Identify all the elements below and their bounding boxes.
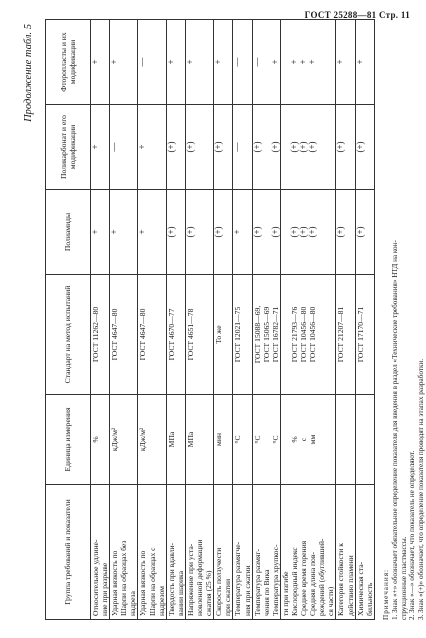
- cell-line: надрезом: [156, 586, 166, 616]
- table-row: [252, 20, 280, 620]
- table-row: [166, 20, 185, 620]
- indicator-cell: [252, 485, 280, 620]
- cell-line: +: [90, 59, 100, 65]
- cell-line: (+): [184, 226, 195, 238]
- cell-line: ГОСТ 4647—80: [110, 308, 120, 361]
- indicator-cell: [138, 485, 166, 620]
- cell-line: чения по Вика: [261, 569, 271, 616]
- fluoroplastics-cell: [166, 20, 185, 105]
- unit-cell: [138, 395, 166, 485]
- unit-cell: [91, 395, 110, 485]
- polyamides-cell: [214, 190, 233, 275]
- cell-line: %: [289, 436, 299, 443]
- cell-line: Относительное удлине-: [91, 539, 100, 616]
- cell-line: [317, 398, 326, 481]
- fluoroplastics-cell: [336, 20, 355, 105]
- cell-line: Напряжение при устa-: [185, 543, 195, 616]
- standard-cell: [355, 275, 374, 395]
- cell-line: бильность: [364, 582, 374, 616]
- cell-line: [317, 23, 326, 101]
- page-number-header: ГОСТ 25288—81 Стр. 11: [304, 10, 410, 20]
- cell-line: (+): [251, 226, 262, 238]
- cell-line: —: [109, 142, 120, 152]
- cell-line: [326, 278, 335, 391]
- cell-line: ГОСТ 15088—69,: [252, 305, 262, 364]
- cell-line: +: [298, 59, 309, 65]
- polyamides-cell: [280, 190, 336, 275]
- cell-line: °С: [252, 435, 262, 444]
- column-header: Фторопласты и их модификации: [46, 20, 91, 105]
- cell-line: кДж/м²: [138, 427, 148, 452]
- cell-line: ГОСТ 15065—69: [261, 306, 271, 363]
- cell-line: —: [232, 57, 243, 67]
- requirements-table: [45, 19, 375, 620]
- cell-line: +: [335, 59, 346, 65]
- cell-line: действию пламени: [345, 555, 355, 616]
- cell-line: +: [213, 59, 224, 65]
- fluoroplastics-cell: [355, 20, 374, 105]
- standard-cell: [233, 275, 252, 395]
- column-header: Поликарбонат и его модификации: [46, 105, 91, 190]
- cell-line: [281, 278, 290, 391]
- column-header: Единица измерения: [46, 395, 91, 485]
- continuation-label: Продолжение табл. 5: [23, 24, 34, 122]
- cell-line: реждений (обуглившей-: [317, 538, 327, 616]
- note-line: 1. Знак «+» обозначает обязательное определение показателя для введения в раздел «Технические требования» НТД на кон-: [390, 240, 399, 620]
- cell-line: %: [91, 436, 100, 443]
- cell-line: (+): [335, 141, 346, 153]
- cell-line: вании шарика: [175, 571, 185, 616]
- cell-line: (+): [298, 226, 309, 238]
- polycarbonate-cell: [355, 105, 374, 190]
- indicator-cell: [110, 485, 138, 620]
- indicator-cell: [336, 485, 355, 620]
- standard-cell: [280, 275, 336, 395]
- cell-line: (+): [213, 141, 224, 153]
- standard-cell: [252, 275, 280, 395]
- cell-line: +: [184, 59, 195, 65]
- table-row: [233, 20, 252, 620]
- cell-line: Шарпи на образцах с: [147, 547, 157, 616]
- cell-line: ся части): [326, 586, 336, 616]
- standard-cell: [214, 275, 233, 395]
- table-row: [110, 20, 138, 620]
- cell-line: с: [299, 437, 309, 442]
- cell-line: +: [269, 59, 280, 65]
- cell-line: Категория стойкости к: [336, 543, 346, 616]
- cell-line: Среднее время горения: [299, 540, 309, 616]
- indicator-cell: [214, 485, 233, 620]
- cell-line: Твердость при вдавли-: [166, 542, 176, 616]
- cell-line: То же: [214, 325, 224, 344]
- note-line: 2. Знак «—» обозначает, что показатель не определяют.: [408, 450, 417, 620]
- polycarbonate-cell: [252, 105, 280, 190]
- cell-line: +: [109, 229, 120, 235]
- cell-line: Скорость ползучести: [214, 547, 224, 616]
- unit-cell: [355, 395, 374, 485]
- cell-line: ГОСТ 10456—80: [308, 306, 318, 363]
- fluoroplastics-cell: [280, 20, 336, 105]
- cell-line: +: [354, 59, 365, 65]
- column-header: Стандарт на метод испытаний: [46, 275, 91, 395]
- cell-line: [262, 398, 271, 481]
- polycarbonate-cell: [166, 105, 185, 190]
- cell-line: [281, 398, 290, 481]
- indicator-cell: [166, 485, 185, 620]
- cell-line: (+): [269, 141, 280, 153]
- fluoroplastics-cell: [91, 20, 110, 105]
- cell-line: ГОСТ 11262—80: [91, 306, 100, 363]
- cell-line: (+): [307, 141, 318, 153]
- cell-line: МПа: [166, 431, 176, 448]
- polyamides-cell: [110, 190, 138, 275]
- cell-line: ГОСТ 21793—76: [289, 306, 299, 363]
- table-row: [355, 20, 374, 620]
- indicator-cell: [91, 485, 110, 620]
- unit-cell: [252, 395, 280, 485]
- cell-line: ГОСТ 4670—77: [166, 308, 176, 361]
- cell-line: (+): [298, 141, 309, 153]
- cell-line: ГОСТ 12021—75: [233, 306, 243, 363]
- note-line: струкционные пластмассы.: [399, 536, 408, 620]
- cell-line: [317, 193, 326, 271]
- standard-cell: [91, 275, 110, 395]
- cell-line: +: [90, 144, 100, 150]
- fluoroplastics-cell: [214, 20, 233, 105]
- fluoroplastics-cell: [233, 20, 252, 105]
- cell-line: ГОСТ 10456—80: [299, 306, 309, 363]
- polycarbonate-cell: [91, 105, 110, 190]
- polycarbonate-cell: [110, 105, 138, 190]
- unit-cell: [185, 395, 213, 485]
- cell-line: [356, 398, 365, 481]
- indicator-cell: [355, 485, 374, 620]
- standard-cell: [185, 275, 213, 395]
- cell-line: Температура размяг-: [252, 548, 262, 616]
- cell-line: Шарпи на образцах без: [119, 540, 129, 616]
- polyamides-cell: [252, 190, 280, 275]
- cell-line: при сжатии: [223, 578, 233, 616]
- cell-line: Температура размягче-: [233, 541, 243, 616]
- unit-cell: [166, 395, 185, 485]
- cell-line: кДж/м²: [110, 427, 120, 452]
- table-header-row: [46, 20, 91, 620]
- note-line: 3. Знак «(+)» обозначает, что определение показателя проводят на этапах разработки.: [417, 358, 426, 620]
- cell-line: мм: [308, 434, 318, 445]
- cell-line: +: [109, 59, 120, 65]
- indicator-cell: [280, 485, 336, 620]
- table-row: [280, 20, 336, 620]
- cell-line: +: [288, 59, 299, 65]
- column-header: Полиамиды: [46, 190, 91, 275]
- cell-line: ти при изгибе: [280, 571, 290, 616]
- cell-line: (+): [165, 141, 176, 153]
- table-row: [185, 20, 213, 620]
- table-row: [336, 20, 355, 620]
- polyamides-cell: [138, 190, 166, 275]
- table-row: [91, 20, 110, 620]
- polycarbonate-cell: [280, 105, 336, 190]
- notes-block: [382, 20, 426, 620]
- indicator-cell: [185, 485, 213, 620]
- cell-line: сжатия (25 %): [204, 570, 214, 616]
- standard-cell: [110, 275, 138, 395]
- cell-line: —: [251, 57, 262, 67]
- notes-heading: Примечания:: [382, 569, 390, 620]
- fluoroplastics-cell: [185, 20, 213, 105]
- cell-line: [317, 108, 326, 186]
- table-body: [91, 20, 375, 620]
- polycarbonate-cell: [233, 105, 252, 190]
- indicator-cell: [233, 485, 252, 620]
- cell-line: (+): [307, 226, 318, 238]
- polyamides-cell: [336, 190, 355, 275]
- cell-line: —: [232, 142, 243, 152]
- cell-line: Химическая ста-: [355, 561, 365, 616]
- unit-cell: [110, 395, 138, 485]
- standard-cell: [138, 275, 166, 395]
- cell-line: +: [232, 229, 243, 235]
- cell-line: (+): [288, 226, 299, 238]
- column-header: Группа требований и показатели: [46, 485, 91, 620]
- unit-cell: [233, 395, 252, 485]
- cell-line: Ударная вязкость по: [110, 550, 120, 616]
- fluoroplastics-cell: [110, 20, 138, 105]
- cell-line: (+): [335, 226, 346, 238]
- polycarbonate-cell: [138, 105, 166, 190]
- cell-line: +: [165, 59, 176, 65]
- fluoroplastics-cell: [252, 20, 280, 105]
- cell-line: Температура хрупкос-: [270, 544, 280, 616]
- cell-line: +: [137, 229, 148, 235]
- unit-cell: [280, 395, 336, 485]
- cell-line: +: [137, 144, 148, 150]
- polycarbonate-cell: [214, 105, 233, 190]
- cell-line: +: [90, 229, 100, 235]
- unit-cell: [214, 395, 233, 485]
- cell-line: ГОСТ 4647—80: [138, 308, 148, 361]
- cell-line: [317, 278, 326, 391]
- table-row: [138, 20, 166, 620]
- cell-line: надреза: [128, 591, 138, 616]
- cell-line: +: [307, 59, 318, 65]
- cell-line: ГОСТ 17170—71: [355, 306, 365, 363]
- polycarbonate-cell: [336, 105, 355, 190]
- cell-line: (+): [269, 226, 280, 238]
- cell-line: мин: [214, 433, 224, 446]
- polyamides-cell: [185, 190, 213, 275]
- cell-line: °С: [233, 435, 243, 444]
- polycarbonate-cell: [185, 105, 213, 190]
- polyamides-cell: [91, 190, 110, 275]
- cell-line: новленной деформации: [195, 539, 205, 616]
- cell-line: Средняя длина пов-: [308, 552, 318, 616]
- cell-line: [326, 398, 335, 481]
- cell-line: (+): [288, 141, 299, 153]
- cell-line: °С: [270, 435, 280, 444]
- polyamides-cell: [166, 190, 185, 275]
- fluoroplastics-cell: [138, 20, 166, 105]
- polyamides-cell: [355, 190, 374, 275]
- cell-line: МПа: [185, 431, 195, 448]
- cell-line: (+): [354, 226, 365, 238]
- cell-line: [326, 193, 335, 271]
- cell-line: ГОСТ 4651—78: [185, 308, 195, 361]
- cell-line: (+): [354, 141, 365, 153]
- cell-line: ГОСТ 21207—81: [336, 306, 346, 363]
- cell-line: ния при сжатии: [242, 565, 252, 616]
- cell-line: (+): [251, 141, 262, 153]
- cell-line: —: [137, 57, 148, 67]
- cell-line: ГОСТ 16782—71: [270, 306, 280, 363]
- cell-line: [326, 108, 335, 186]
- cell-line: (+): [165, 226, 176, 238]
- table-row: [214, 20, 233, 620]
- polyamides-cell: [233, 190, 252, 275]
- unit-cell: [336, 395, 355, 485]
- cell-line: [326, 23, 335, 101]
- cell-line: ние при разрыве: [100, 562, 110, 616]
- rotated-table-page: [17, 20, 426, 620]
- cell-line: Ударная вязкость по: [138, 550, 148, 616]
- standard-cell: [166, 275, 185, 395]
- standard-cell: [336, 275, 355, 395]
- cell-line: (+): [213, 226, 224, 238]
- cell-line: Кислородный индекс: [289, 547, 299, 616]
- cell-line: [336, 398, 345, 481]
- cell-line: (+): [184, 141, 195, 153]
